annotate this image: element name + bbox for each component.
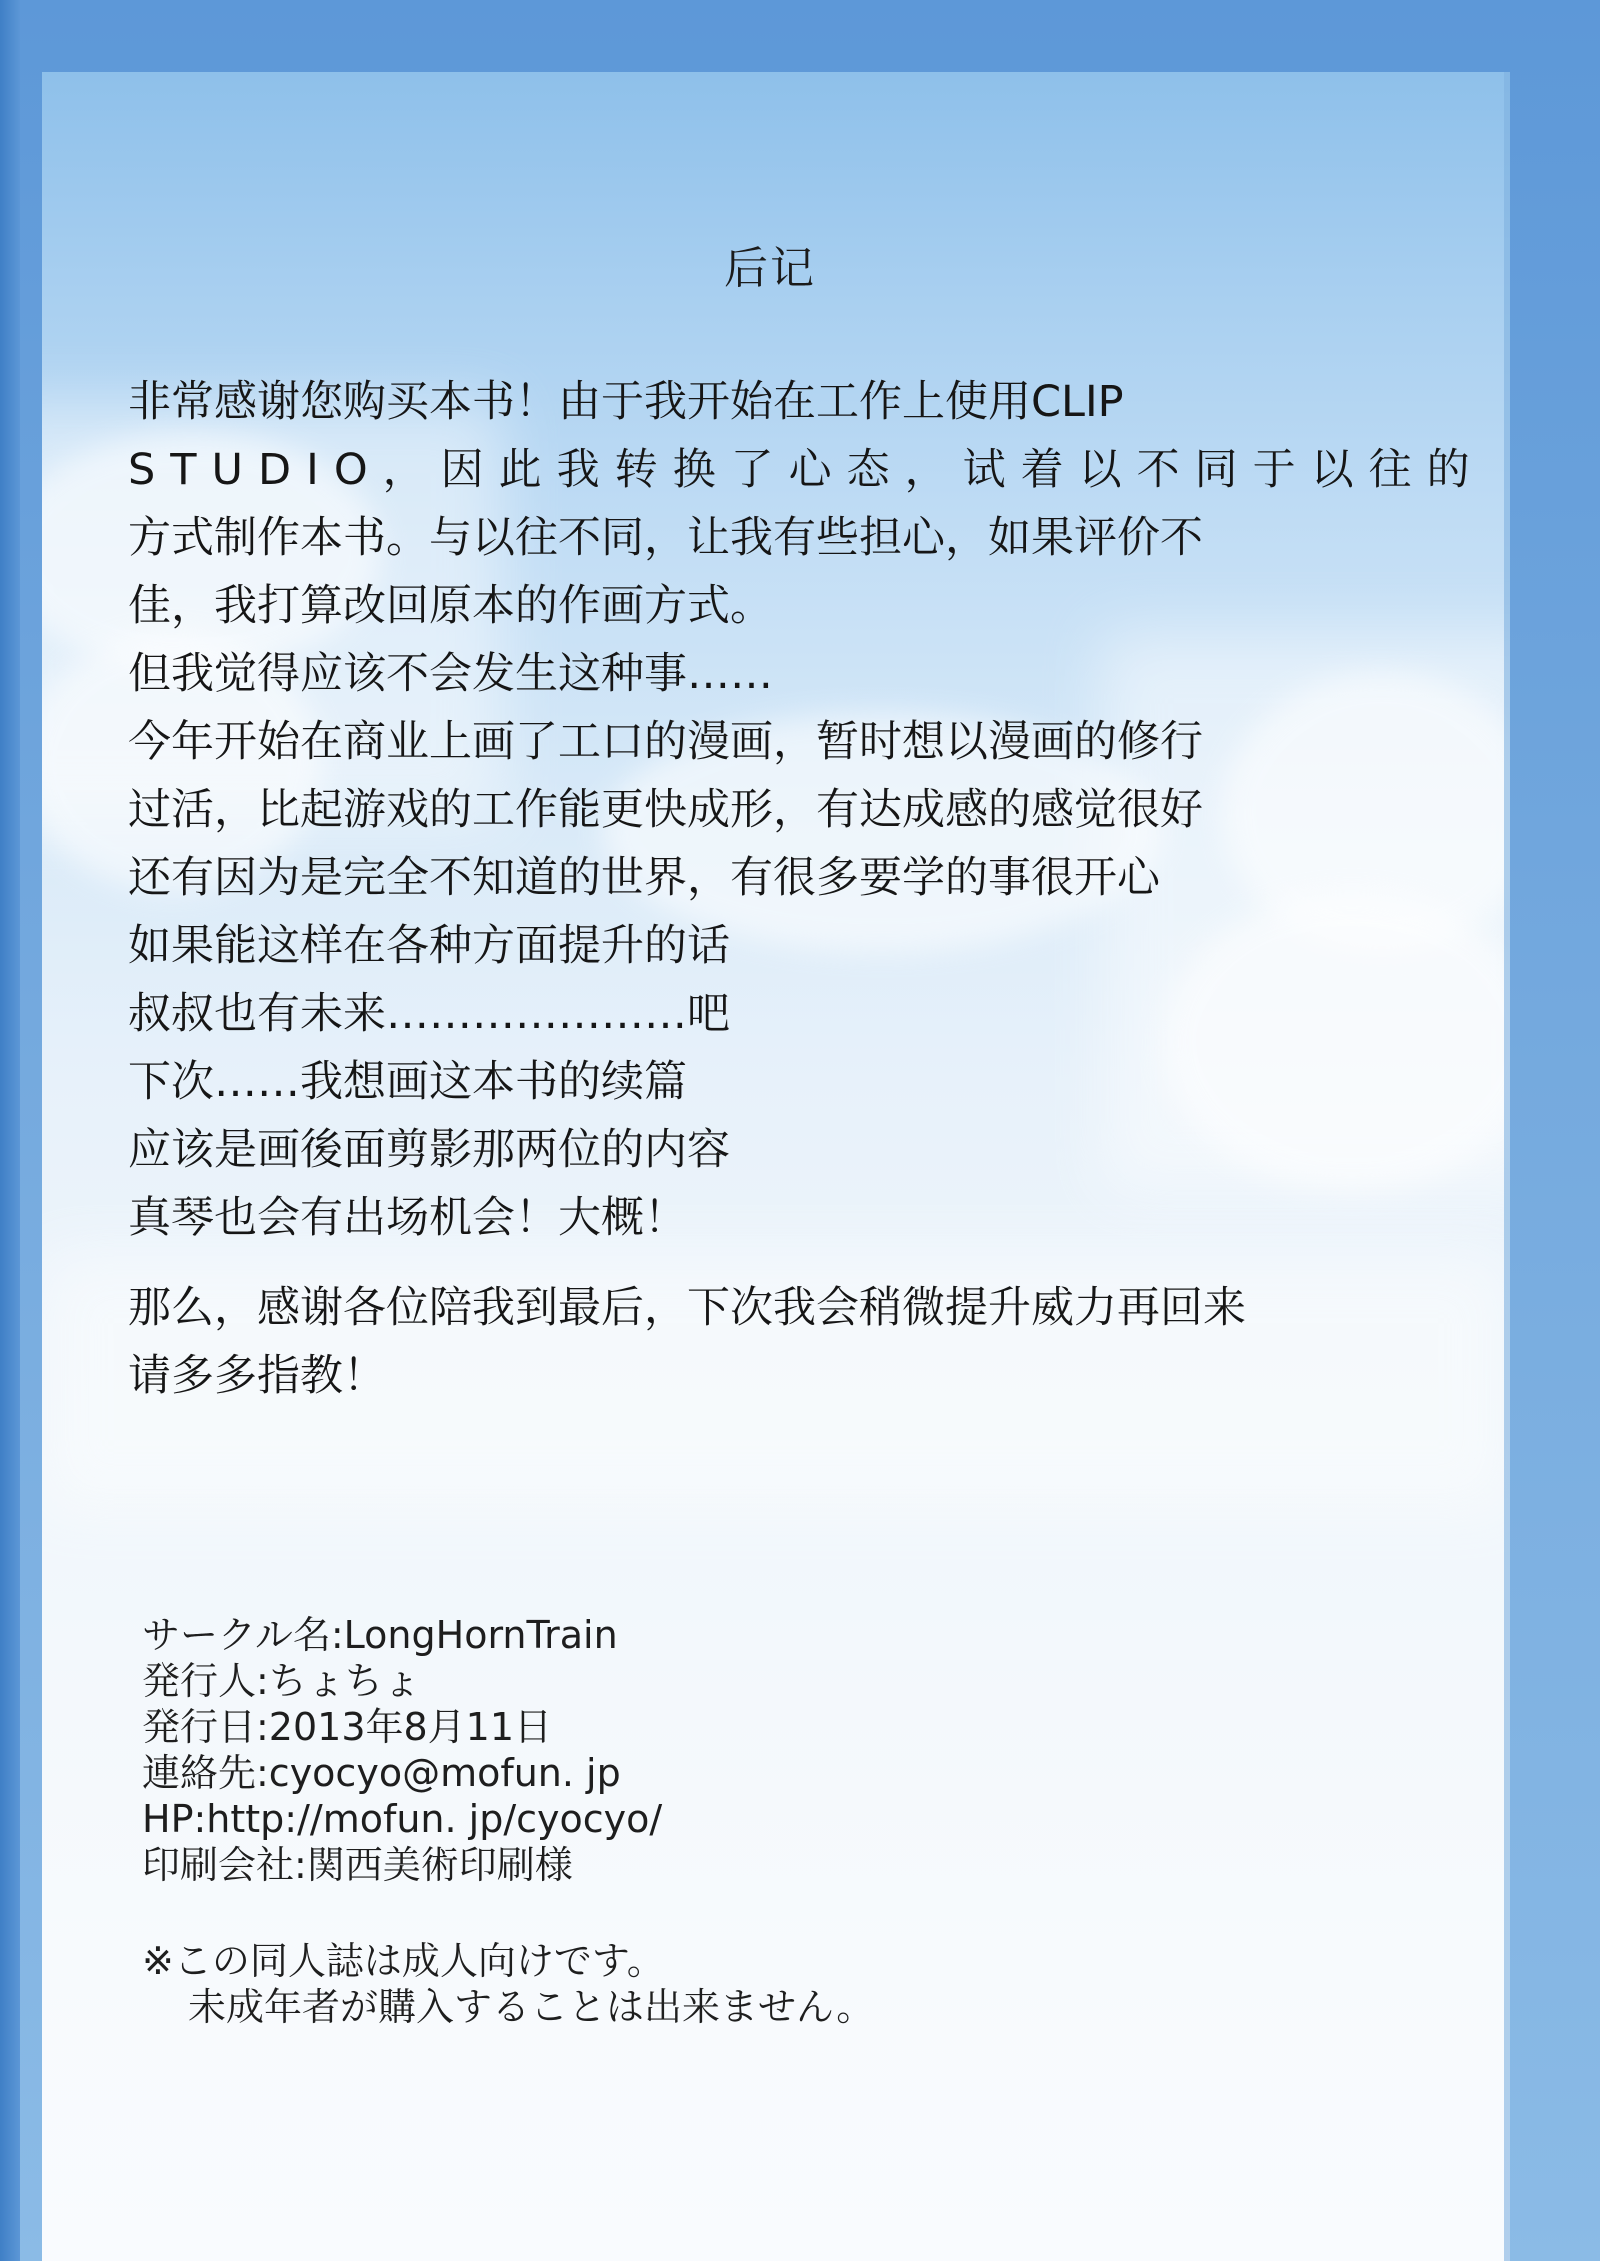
contact-email: 連絡先:cyocyo@mofun. jp bbox=[142, 1751, 621, 1795]
body-line: 叔叔也有未来…………………吧 bbox=[128, 989, 730, 1039]
body-line: 但我觉得应该不会发生这种事…… bbox=[128, 649, 773, 699]
body-line: 佳，我打算改回原本的作画方式。 bbox=[128, 581, 773, 631]
body-line: 方式制作本书。与以往不同，让我有些担心，如果评价不 bbox=[128, 513, 1203, 563]
body-line: 今年开始在商业上画了工口的漫画，暂时想以漫画的修行 bbox=[128, 717, 1203, 767]
page-title: 后记 bbox=[724, 243, 816, 294]
body-line: 那么，感谢各位陪我到最后，下次我会稍微提升威力再回来 bbox=[128, 1283, 1246, 1333]
body-line: 如果能这样在各种方面提升的话 bbox=[128, 921, 730, 971]
notice-line-minors: 未成年者が購入することは出来ません。 bbox=[188, 1985, 875, 2029]
afterword-body bbox=[128, 368, 1485, 1410]
circle-name: サークル名:LongHornTrain bbox=[142, 1613, 618, 1657]
cover-spine-edge bbox=[0, 0, 20, 2261]
colophon bbox=[142, 1612, 1042, 1888]
adult-content-notice bbox=[142, 1938, 1142, 2030]
body-line: STUDIO，因此我转换了心态，试着以不同于以往的 bbox=[128, 445, 1485, 495]
body-line: 过活，比起游戏的工作能更快成形，有达成感的感觉很好 bbox=[128, 785, 1203, 835]
publish-date: 発行日:2013年8月11日 bbox=[142, 1705, 553, 1749]
body-line: 应该是画後面剪影那两位的内容 bbox=[128, 1125, 730, 1175]
body-line: 请多多指教！ bbox=[128, 1351, 386, 1401]
page-right-edge bbox=[1504, 72, 1510, 2261]
body-line: 真琴也会有出场机会！大概！ bbox=[128, 1193, 687, 1243]
homepage-url: HP:http://mofun. jp/cyocyo/ bbox=[142, 1797, 663, 1841]
notice-line-adult: ※この同人誌は成人向けです。 bbox=[142, 1939, 665, 1983]
body-line: 非常感谢您购买本书！由于我开始在工作上使用CLIP bbox=[128, 377, 1124, 427]
printing-company: 印刷会社:関西美術印刷様 bbox=[142, 1843, 573, 1887]
publisher-name: 発行人:ちょちょ bbox=[142, 1659, 421, 1703]
body-line: 还有因为是完全不知道的世界，有很多要学的事很开心 bbox=[128, 853, 1160, 903]
body-line: 下次……我想画这本书的续篇 bbox=[128, 1057, 687, 1107]
